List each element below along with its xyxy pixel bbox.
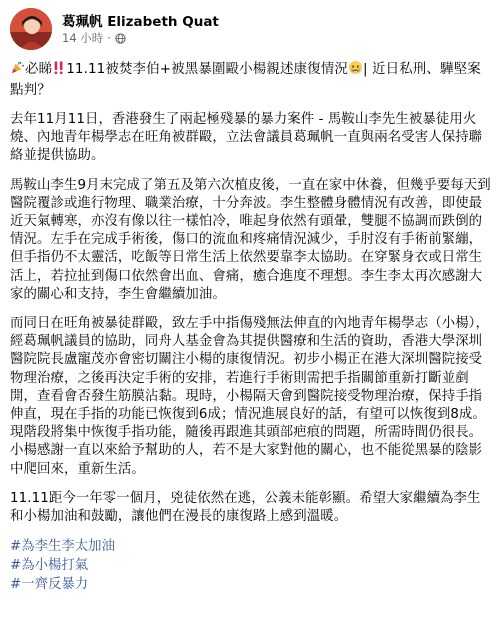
globe-icon — [115, 33, 126, 44]
post-meta — [62, 30, 126, 46]
title-prefix: 必睇 — [25, 61, 53, 77]
post-body — [10, 60, 492, 594]
title-suffix: | 近日私刑、驊堅案點判？ — [10, 61, 481, 98]
paragraph-4: 11.11距今一年零一個月，兇徒依然在逃，公義未能彰顯。希望大家繼續為李生和小楊加油和鼓勵，讓他們在漫長的康復路上感到溫暖。 — [10, 490, 481, 525]
party-popper-icon — [10, 60, 25, 81]
paragraph-3: 而同日在旺角被暴徒群毆，致左手中指傷殘無法伸直的內地青年楊學志（小楊），經葛珮帆議員的協助，同舟人基金會為其提供醫療和生活的資助，香港大學深圳醫院院長盧寵茂亦會密切關注小楊的康復情況。初步小楊正在港大深圳醫院接受物理治療，之後再決定手術的安排，若進行手術則需把手指關節重新打斷並剷開，查看會否發生筋膜沾黏。現時，小楊隔天會到醫院接受物理治療，保持手指伸直，現在手指的功能已恢復到6成；情況進展良好的話，有望可以恢復到8成。現階段將集中恢復手指功能，隨後再跟進其頭部疤痕的問題，所需時間仍很長。小楊感謝一直以來給予幫助的人，若不是大家對他的關心，也不能從黑暴的陰影中爬回來，重新生活。 — [10, 316, 489, 477]
hashtag-list — [10, 537, 492, 594]
hashtag-link[interactable]: #為小楊打氣 — [10, 558, 89, 574]
post-header — [10, 6, 490, 54]
paragraph-2: 馬鞍山李生9月末完成了第五及第六次植皮後，一直在家中休養，但幾乎要每天到醫院覆診或進行物理、職業治療，十分奔波。李生整體身體情況有改善，即使最近天氣轉寒，亦沒有像以往一樣怕冷，唯起身依然有頭暈，雙腿不協調而跌倒的情況。左手在完成手術後，傷口的流血和疼痛情況減少，手肘沒有手術前緊繃，但手指仍不太靈活，吃飯等日常生活上依然要靠李太協助。在穿緊身衣或日常生活上，若拉扯到傷口依然會出血、會痛，癒合進度不理想。李生李太再次感謝大家的關心和支持，李生會繼續加油。 — [10, 177, 491, 302]
author-avatar[interactable] — [10, 8, 52, 50]
crying-face-icon — [348, 60, 363, 81]
paragraph-1: 去年11月11日，香港發生了兩起極殘暴的暴力案件 - 馬鞍山李先生被暴徒用火燒、內地青年楊學志在旺角被群毆，立法會議員葛珮帆一直與兩名受害人保持聯絡並提供協助。 — [10, 112, 483, 164]
post-timestamp[interactable]: 14 小時 — [62, 31, 104, 45]
meta-separator: · — [107, 31, 111, 45]
hashtag-link[interactable]: #一齊反暴力 — [10, 577, 89, 593]
post-title — [10, 60, 492, 99]
title-text: 11.11被焚李伯+被黑暴圍毆小楊親述康復情況 — [66, 61, 348, 77]
hashtag-link[interactable]: #為李生李太加油 — [10, 539, 115, 555]
author-name[interactable]: 葛珮帆 Elizabeth Quat — [62, 14, 219, 30]
double-exclamation-icon — [52, 60, 66, 81]
